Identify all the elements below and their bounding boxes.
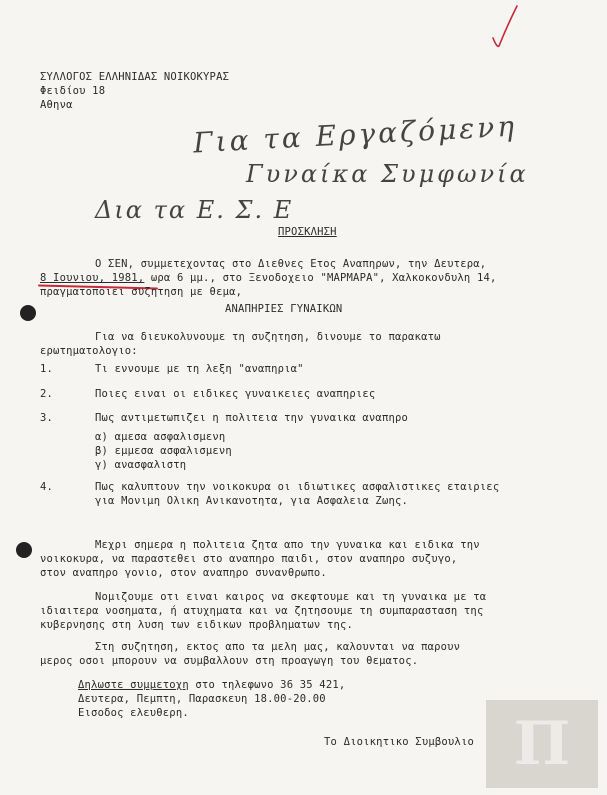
subitem: γ) ανασφαλιστη xyxy=(95,459,187,471)
event-venue: ωρα 6 μμ., στο Ξενοδοχειο "ΜΑΡΜΑΡΑ", Χαλκοκονδυλη 14, xyxy=(144,272,497,284)
paragraph2-line: κυβερνησης στη λυση των ειδικων προβληματων της. xyxy=(40,619,354,631)
questionnaire-intro-line1: Για να διευκολυνουμε τη συζητηση, δινουμε το παρακατω xyxy=(95,331,441,343)
event-date: 8 Ιουνιου, 1981, xyxy=(40,272,145,284)
org-street: Φειδίου 18 xyxy=(40,85,106,97)
questionnaire-intro-line2: ερωτηματολογιο: xyxy=(40,345,138,357)
org-name: ΣΥΛΛΟΓΟΣ ΕΛΛΗΝΙΔΑΣ ΝΟΙΚΟΚΥΡΑΣ xyxy=(40,71,230,83)
subitem: α) αμεσα ασφαλισμενη xyxy=(95,431,226,443)
question-text: Πως αντιμετωπιζει η πολιτεια την γυναικα αναπηρο xyxy=(95,412,409,424)
rsvp-label: Δηλωστε συμμετοχη xyxy=(78,679,189,691)
question-number: 4. xyxy=(40,481,54,493)
paragraph1-line: στον αναπηρο γονιο, στον αναπηρο συνανθρωπο. xyxy=(40,567,327,579)
paragraph1-line: νοικοκυρα, να παραστεθει στο αναπηρο παιδι, στον αναπηρο συζυγο, xyxy=(40,553,458,565)
punch-hole-bottom xyxy=(16,542,32,558)
handwritten-note-line3: Δια τα Ε. Σ. Ε xyxy=(95,196,294,224)
rsvp-days: Δευτερα, Πεμπτη, Παρασκευη 18.00-20.00 xyxy=(78,693,326,705)
theme-heading: ΑΝΑΠΗΡΙΕΣ ΓΥΝΑΙΚΩΝ xyxy=(225,303,343,315)
punch-hole-top xyxy=(20,305,36,321)
handwritten-note-line1: Για τα Εργαζόμενη xyxy=(192,109,518,160)
archive-stamp-logo: Π xyxy=(486,700,598,788)
signature: Το Διοικητικο Συμβουλιο xyxy=(324,736,474,748)
intro-line2 xyxy=(40,272,497,284)
question-text: Τι εννουμε με τη λεξη "αναπηρια" xyxy=(95,363,304,375)
question-text: Ποιες ειναι οι ειδικες γυναικειες αναπηριες xyxy=(95,388,376,400)
paragraph2-line: Νομιζουμε οτι ειναι καιρος να σκεφτουμε και τη γυναικα με τα xyxy=(95,591,487,603)
question-number: 2. xyxy=(40,388,54,400)
handwritten-note-line2: Γυναίκα Συμφωνία xyxy=(246,160,529,188)
paragraph3-line: Στη συζητηση, εκτος απο τα μελη μας, καλουνται να παρουν xyxy=(95,641,461,653)
question-text-cont: για Μονιμη Ολικη Ανικανοτητα, για Ασφαλεια Ζωης. xyxy=(95,495,409,507)
paragraph3-line: μερος οσοι μπορουν να συμβαλλουν στη προαγωγη του θεματος. xyxy=(40,655,419,667)
question-text: Πως καλυπτουν την νοικοκυρα οι ιδιωτικες ασφαλιστικες εταιριες xyxy=(95,481,500,493)
red-check-mark xyxy=(485,4,525,52)
question-number: 1. xyxy=(40,363,54,375)
subitem: β) εμμεσα ασφαλισμενη xyxy=(95,445,232,457)
question-number: 3. xyxy=(40,412,54,424)
paragraph2-line: ιδιαιτερα νοσηματα, ή ατυχηματα και να ζητησουμε τη συμπαρασταση της xyxy=(40,605,484,617)
invitation-title: ΠΡΟΣΚΛΗΣΗ xyxy=(278,226,337,238)
rsvp-line xyxy=(78,679,345,691)
rsvp-phone: στο τηλεφωνο 36 35 421, xyxy=(188,679,346,691)
intro-line3: πραγματοποιει συζητηση με θεμα, xyxy=(40,286,243,298)
rsvp-entry: Εισοδος ελευθερη. xyxy=(78,707,189,719)
intro-line1: Ο ΣΕΝ, συμμετεχοντας στο Διεθνες Ετος Αναπηρων, την Δευτερα, xyxy=(95,258,487,270)
org-city: Αθηνα xyxy=(40,99,73,111)
paragraph1-line: Μεχρι σημερα η πολιτεια ζητα απο την γυναικα και ειδικα την xyxy=(95,539,480,551)
